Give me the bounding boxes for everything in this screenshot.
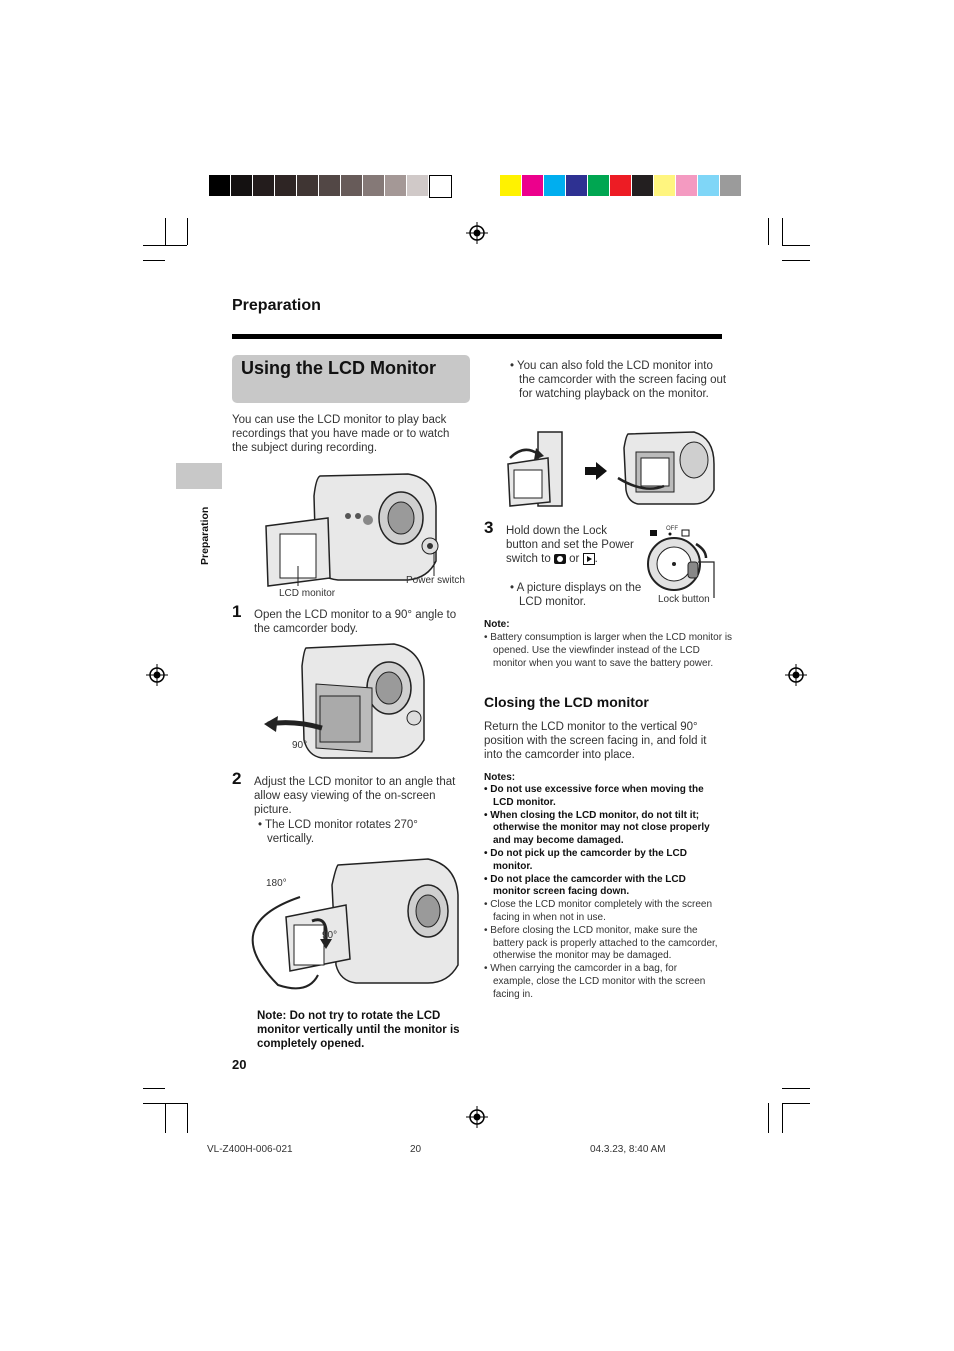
arrow-right-icon [585,462,607,480]
notes-list [484,784,720,1002]
step-number: 2 [232,769,242,788]
registration-target-icon [466,1106,488,1128]
color-swatch [363,175,384,196]
section-heading: Preparation [232,297,321,314]
lock-button-label: Lock button [658,594,710,605]
camcorder-folded-out-illustration [614,428,718,508]
step3-bullet: • A picture displays on the LCD monitor. [510,582,642,608]
crop-mark [782,218,783,245]
step-number: 1 [232,602,242,621]
registration-target-icon [146,664,168,686]
registration-target-icon [466,222,488,244]
color-swatch [231,175,252,196]
battery-note: • Battery consumption is larger when the LCD monitor is opened. Use the viewfinder instead of the LCD monitor when you want to save the battery power. [484,632,733,669]
lcd-monitor-label: LCD monitor [279,588,336,599]
page-number: 20 [232,1057,247,1072]
color-swatch [297,175,318,196]
crop-mark [187,1103,188,1133]
side-tab-label: Preparation [199,506,211,565]
angle-90-label: 90° [292,740,308,751]
dial-off-label: OFF [666,526,678,532]
closing-heading: Closing the LCD monitor [484,694,649,710]
color-swatch [429,175,452,198]
warning-note-item: • Do not place the camcorder with the LCD monitor screen facing down. [484,873,686,898]
footer-doc-code: VL-Z400H-006-021 [207,1144,293,1155]
camcorder-lcd-open-illustration [258,466,448,588]
footer-timestamp: 04.3.23, 8:40 AM [590,1144,666,1155]
power-dial-illustration [646,524,722,602]
color-swatch [676,175,697,196]
crop-mark [782,1103,810,1104]
camera-mode-icon [554,554,566,564]
rotation-warning-note: Note: Do not try to rotate the LCD monitor vertically until the monitor is completely opened. [257,1010,460,1050]
color-swatch [385,175,406,196]
crop-mark [143,245,187,246]
color-swatch [253,175,274,196]
fold-out-bullet: • You can also fold the LCD monitor into the camcorder with the screen facing out for watching playback on the monitor. [510,360,727,400]
page-title: Using the LCD Monitor [241,358,436,378]
color-swatch [209,175,230,196]
lcd-fold-rotate-illustration [500,428,564,508]
closing-text: Return the LCD monitor to the vertical 90° position with the screen facing in, and fold it into the camcorder into place. [484,721,707,761]
camcorder-rotation-illustration [238,855,463,990]
step-number: 3 [484,518,494,537]
page-title-box [232,355,470,403]
step3-text: Hold down the Lock button and set the Power switch to or . [506,525,634,565]
registration-target-icon [785,664,807,686]
step1-text: Open the LCD monitor to a 90° angle to the camcorder body. [254,609,457,635]
playback-mode-icon [583,553,595,565]
color-swatch [610,175,631,196]
notes-title: Notes: [484,772,516,783]
note-item: • Close the LCD monitor completely with the screen facing in when not in use. [484,899,713,923]
step2-bullet: • The LCD monitor rotates 270° vertically. [258,819,418,845]
color-swatch [407,175,428,196]
crop-mark [187,218,188,245]
color-swatch [632,175,653,196]
footer-page: 20 [410,1144,422,1155]
color-swatch [522,175,543,196]
camcorder-90-degree-illustration [264,640,439,762]
color-swatch [544,175,565,196]
angle-180-label: 180° [266,878,287,889]
color-swatch [720,175,741,196]
crop-mark [768,1103,769,1133]
side-tab [176,463,222,489]
color-swatch [588,175,609,196]
crop-mark [768,218,769,245]
warning-note-item: • When closing the LCD monitor, do not tilt it; otherwise the monitor may not close properly and may become damaged. [484,809,710,847]
warning-note-item: • Do not pick up the camcorder by the LCD monitor. [484,847,687,872]
crop-mark [165,1103,166,1133]
crop-mark [782,1088,810,1089]
note-item: • Before closing the LCD monitor, make sure the battery pack is properly attached to the camcorder, otherwise the monitor may be damaged. [484,924,718,962]
color-swatch [319,175,340,196]
note-title: Note: [484,619,510,630]
crop-mark [143,1088,165,1089]
color-swatch [698,175,719,196]
color-swatch [275,175,296,196]
note-item: • When carrying the camcorder in a bag, for example, close the LCD monitor with the screen facing in. [484,963,706,1000]
color-swatch [341,175,362,196]
section-rule [232,334,722,339]
crop-mark [143,260,165,261]
power-switch-label: Power switch [406,575,465,586]
color-swatch [566,175,587,196]
warning-note-item: • Do not use excessive force when moving the LCD monitor. [484,784,704,808]
step2-text: Adjust the LCD monitor to an angle that allow easy viewing of the on-screen picture. [254,776,456,816]
angle-90-label: 90° [322,930,338,941]
crop-mark [165,218,166,245]
color-swatch [500,175,521,196]
crop-mark [782,1103,783,1133]
crop-mark [782,245,810,246]
crop-mark [782,260,810,261]
intro-text: You can use the LCD monitor to play back recordings that you have made or to watch the subject during recording. [232,414,450,454]
color-swatch [654,175,675,196]
